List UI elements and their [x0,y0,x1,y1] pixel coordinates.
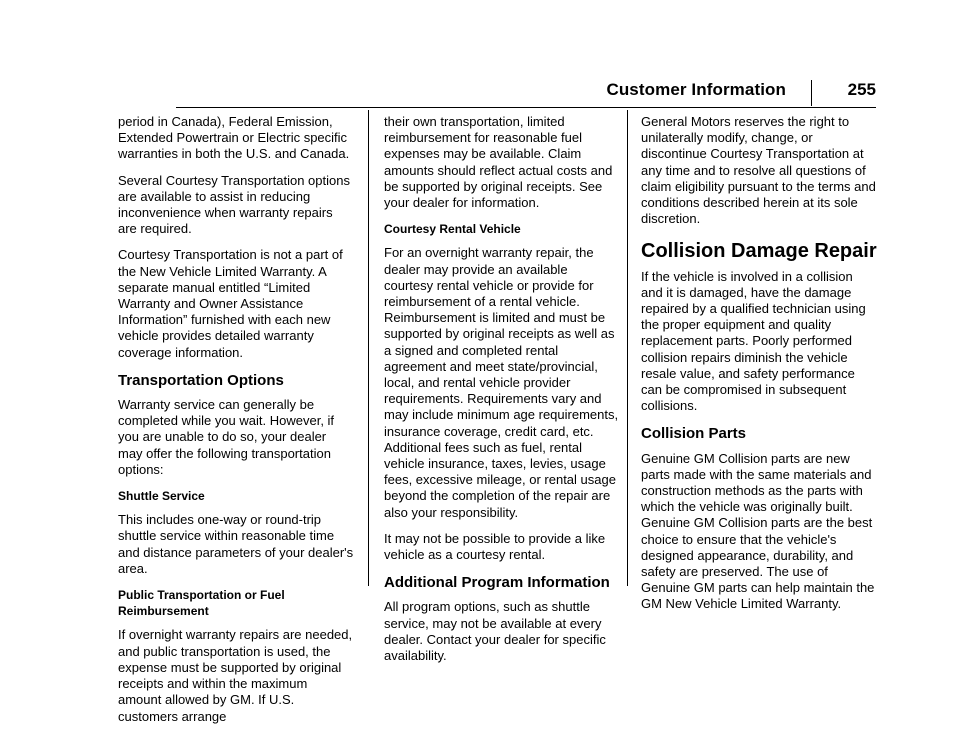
section-heading-collision-parts: Collision Parts [641,425,747,443]
paragraph: If the vehicle is involved in a collision and it is damaged, have the damage repaired by a qualified technician using the proper equipment and quality replacement parts. Poorly performed collision repairs diminish the vehicle resale value, and safety performance can be compromised in subsequent collisions. [641,268,866,414]
paragraph: This includes one-way or round-trip shuttle service within reasonable time and distance parameters of your dealer's area. [118,512,354,576]
paragraph: If overnight warranty repairs are needed, and public transportation is used, the expense must be supported by original receipts and within the maximum amount allowed by GM. If U.S. customers arrange [118,627,353,724]
page-header [176,80,876,104]
column-2 [384,114,620,674]
paragraph: General Motors reserves the right to unilaterally modify, change, or discontinue Courtesy Transportation at any time and to resolve all questions of claim eligibility pursuant to the terms and conditions described herein at its sole discretion. [641,114,876,227]
subheading-public-transportation: Public Transportation or Fuel Reimbursement [118,588,285,619]
paragraph: Several Courtesy Transportation options are available to assist in reducing inconvenience when warranty repairs are required. [118,172,350,237]
column-divider-2 [627,110,628,586]
header-divider-tick [811,80,812,106]
column-divider-1 [368,110,369,586]
page-number: 255 [847,80,876,99]
paragraph: It may not be possible to provide a like vehicle as a courtesy rental. [384,530,606,563]
column-1 [118,114,354,735]
paragraph: their own transportation, limited reimbursement for reasonable fuel expenses may be available. Claim amounts should reflect actual costs and be supported by original receipts. See your dealer for information. [384,114,613,211]
subheading-courtesy-rental-vehicle: Courtesy Rental Vehicle [384,222,521,237]
paragraph: Warranty service can generally be completed while you wait. However, if you are unable to do so, your dealer may offer the following transportation options: [118,397,335,477]
paragraph: All program options, such as shuttle service, may not be available at every dealer. Contact your dealer for specific availability. [384,599,606,664]
paragraph: Genuine GM Collision parts are new parts made with the same materials and construction methods as the parts with which the vehicle was originally built. Genuine GM Collision parts are the best choice to ensure that the vehicle's designed appearance, durability, and safety are preserved. The use of Genuine GM parts can help maintain the GM New Vehicle Limited Warranty. [641,450,875,612]
paragraph: period in Canada), Federal Emission, Extended Powertrain or Electric specific warranties in both the U.S. and Canada. [118,114,350,162]
header-rule [176,107,876,108]
section-heading-transportation-options: Transportation Options [118,371,284,389]
column-3 [641,114,877,623]
paragraph: Courtesy Transportation is not a part of the New Vehicle Limited Warranty. A separate manual entitled “Limited Warranty and Owner Assistance Information” furnished with each new vehicle provides detailed warranty coverage information. [118,247,343,360]
section-heading-collision-damage-repair: Collision Damage Repair [641,240,877,263]
section-heading-additional-program-information: Additional Program Information [384,574,610,592]
header-title: Customer Information [606,80,786,99]
paragraph: For an overnight warranty repair, the dealer may provide an available courtesy rental vehicle or provide for reimbursement of a rental vehicle. Reimbursement is limited and must be supported by original receipts as well as a signed and completed rental agreement and meet state/provincial, local, and rental vehicle provider requirements. Requirements vary and may include minimum age requirements, insurance coverage, credit card, etc. Additional fees such as fuel, rental vehicle insurance, taxes, levies, usage fees, excessive mileage, or rental usage beyond the completion of the repair are also your responsibility. [384,245,619,520]
subheading-shuttle-service: Shuttle Service [118,489,205,504]
